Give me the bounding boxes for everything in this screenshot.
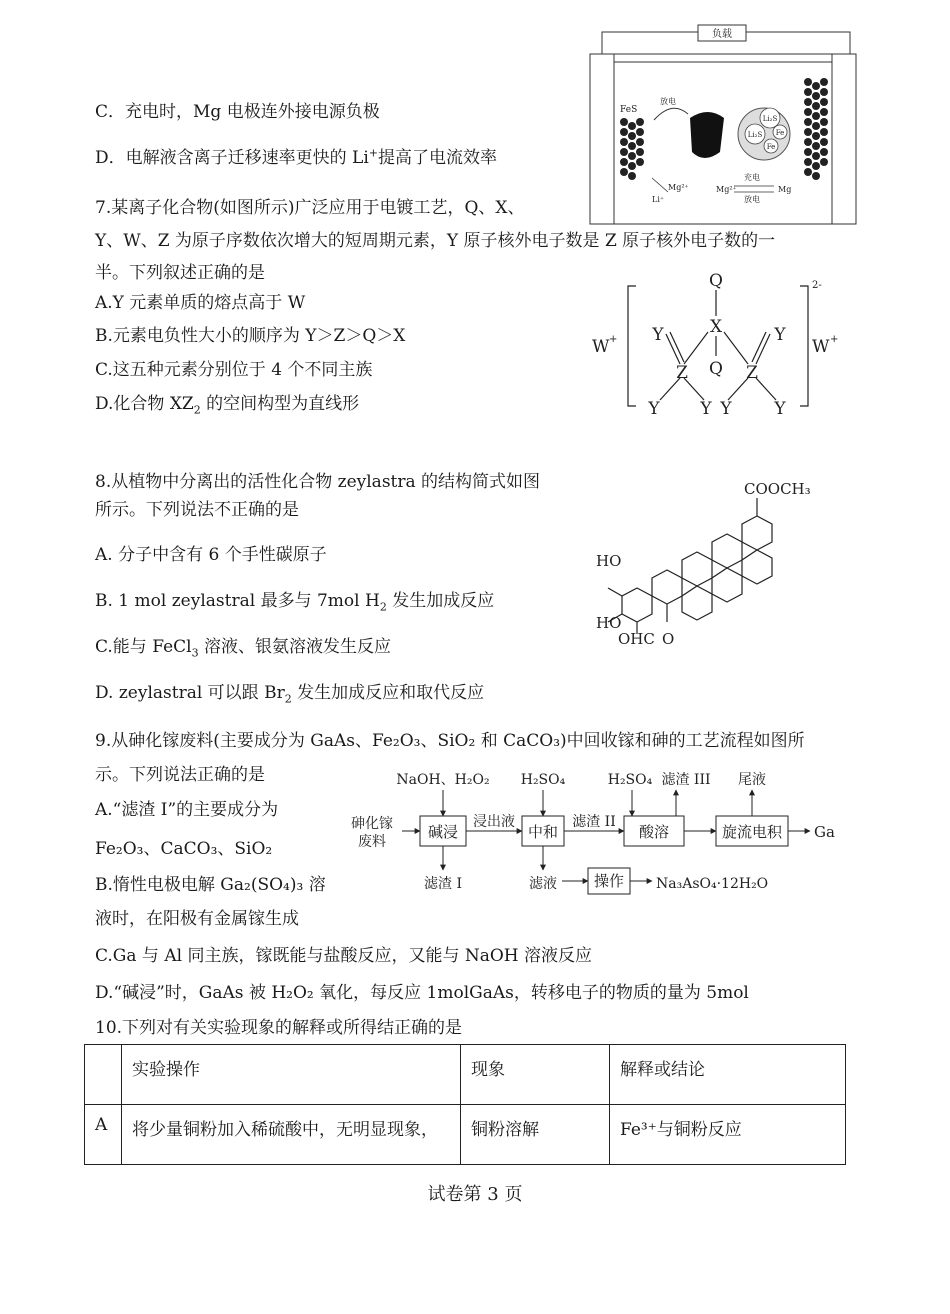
q6-option-c: C．充电时，Mg 电极连外接电源负极	[95, 102, 380, 122]
load-label: 负载	[712, 29, 732, 40]
svg-text:W: W	[592, 337, 610, 357]
svg-text:滤渣 I: 滤渣 I	[424, 876, 462, 892]
zeylastral-structure	[592, 476, 852, 656]
experiment-table	[84, 1044, 846, 1165]
q8-stem-2: 所示。下列说法不正确的是	[95, 500, 299, 520]
q7-option-b: B.元素电负性大小的顺序为 Y＞Z＞Q＞X	[95, 326, 406, 346]
svg-text:Y: Y	[700, 399, 712, 418]
svg-text:碱浸: 碱浸	[427, 823, 459, 841]
svg-text:Z: Z	[676, 363, 688, 383]
svg-text:Li₂S: Li₂S	[762, 115, 778, 123]
svg-text:Mg²⁺: Mg²⁺	[716, 185, 737, 194]
q8-option-a: A. 分子中含有 6 个手性碳原子	[95, 545, 327, 565]
svg-text:Y: Y	[774, 399, 786, 418]
svg-text:Q: Q	[709, 359, 723, 379]
svg-text:Li⁺: Li⁺	[652, 195, 665, 204]
q9-option-b-line2: 液时，在阳极有金属镓生成	[95, 909, 299, 929]
table-cell: 铜粉溶解	[461, 1105, 610, 1165]
svg-text:旋流电积: 旋流电积	[721, 823, 783, 841]
svg-text:+: +	[830, 334, 839, 345]
table-header-cell	[85, 1045, 122, 1105]
battery-diagram	[588, 22, 858, 226]
process-flowchart	[340, 766, 840, 906]
svg-text:Z: Z	[746, 363, 758, 383]
svg-text:Li₂S: Li₂S	[747, 131, 763, 139]
table-header-cell: 现象	[461, 1045, 610, 1105]
svg-text:NaOH、H₂O₂: NaOH、H₂O₂	[396, 772, 490, 788]
svg-text:Y: Y	[648, 399, 660, 418]
q9-stem-1: 9.从砷化镓废料(主要成分为 GaAs、Fe₂O₃、SiO₂ 和 CaCO₃)中回收镓和砷的工艺流程如图所	[95, 731, 805, 751]
svg-text:操作: 操作	[593, 872, 625, 890]
svg-text:X: X	[709, 317, 723, 337]
svg-text:浸出液: 浸出液	[473, 814, 515, 830]
svg-text:放电: 放电	[660, 97, 676, 106]
q9-stem-2: 示。下列说法正确的是	[95, 765, 265, 785]
q9-option-a-line2: Fe₂O₃、CaCO₃、SiO₂	[95, 839, 273, 859]
svg-text:尾液: 尾液	[738, 772, 766, 788]
table-cell: 将少量铜粉加入稀硫酸中，无明显现象，	[122, 1105, 461, 1165]
q7-stem-2: Y、W、Z 为原子序数依次增大的短周期元素，Y 原子核外电子数是 Z 原子核外电子数的一	[95, 231, 776, 251]
svg-text:COOCH₃: COOCH₃	[744, 480, 811, 498]
svg-text:Na₃AsO₄·12H₂O: Na₃AsO₄·12H₂O	[656, 876, 769, 892]
svg-text:Mg²⁺: Mg²⁺	[668, 183, 689, 192]
table-cell: A	[85, 1105, 122, 1165]
q7-stem-1: 7.某离子化合物(如图所示)广泛应用于电镀工艺，Q、X、	[95, 198, 525, 218]
svg-text:酸溶: 酸溶	[638, 823, 670, 841]
svg-text:Y: Y	[652, 325, 664, 345]
q8-option-b: B. 1 mol zeylastral 最多与 7mol $H_2$ 发生加成反应	[95, 591, 495, 614]
svg-text:Mg: Mg	[778, 185, 792, 194]
svg-text:充电: 充电	[744, 173, 760, 182]
q8-option-c: C.能与 FeCl$_3$ 溶液、银氨溶液发生反应	[95, 637, 391, 660]
svg-text:Ga: Ga	[814, 823, 835, 841]
q9-option-a-line1: A.“滤渣 I”的主要成分为	[95, 800, 279, 820]
svg-text:Fe: Fe	[766, 143, 776, 151]
svg-text:Y: Y	[774, 325, 786, 345]
svg-text:O: O	[662, 630, 675, 648]
q9-option-b-line1: B.惰性电极电解 Ga₂(SO₄)₃ 溶	[95, 875, 326, 895]
svg-text:2-: 2-	[812, 280, 822, 291]
q10-stem: 10.下列对有关实验现象的解释或所得结正确的是	[95, 1018, 463, 1038]
svg-text:滤渣 III: 滤渣 III	[661, 772, 711, 788]
svg-text:Q: Q	[709, 271, 723, 291]
table-header-cell: 解释或结论	[610, 1045, 846, 1105]
table-cell: Fe³⁺与铜粉反应	[610, 1105, 846, 1165]
q7-option-d: D.化合物 $XZ_2$ 的空间构型为直线形	[95, 394, 360, 417]
table-header-cell: 实验操作	[122, 1045, 461, 1105]
svg-text:OHC: OHC	[618, 630, 655, 648]
svg-text:滤渣 II: 滤渣 II	[572, 814, 616, 830]
q7-option-c: C.这五种元素分别位于 4 个不同主族	[95, 360, 373, 380]
svg-text:砷化镓: 砷化镓	[351, 816, 393, 832]
svg-text:HO: HO	[596, 614, 622, 632]
svg-text:FeS: FeS	[620, 105, 638, 115]
q8-stem-1: 8.从植物中分离出的活性化合物 zeylastra 的结构简式如图	[95, 472, 541, 492]
q8-option-d: D. zeylastral 可以跟 $Br_2$ 发生加成反应和取代反应	[95, 683, 485, 706]
svg-text:HO: HO	[596, 552, 622, 570]
svg-text:H₂SO₄: H₂SO₄	[607, 772, 653, 788]
q6-option-d: D．电解液含离子迁移速率更快的 Li+提高了电流效率	[95, 146, 497, 168]
ionic-compound-structure	[588, 268, 848, 418]
q7-option-a: A.Y 元素单质的熔点高于 W	[95, 293, 306, 313]
svg-text:W: W	[812, 337, 830, 357]
svg-text:+: +	[609, 334, 618, 345]
svg-text:Y: Y	[720, 399, 732, 418]
table-row	[85, 1105, 846, 1165]
svg-text:中和: 中和	[527, 823, 559, 841]
q9-option-d: D.“碱浸”时，GaAs 被 H₂O₂ 氧化，每反应 1molGaAs，转移电子的物质的量为 5mol	[95, 983, 749, 1003]
svg-text:废料: 废料	[358, 834, 386, 850]
svg-text:H₂SO₄: H₂SO₄	[520, 772, 566, 788]
table-header-row	[85, 1045, 846, 1105]
svg-text:放电: 放电	[744, 195, 760, 204]
page-footer: 试卷第 3 页	[427, 1184, 523, 1205]
q7-stem-3: 半。下列叙述正确的是	[95, 263, 265, 283]
svg-text:Fe: Fe	[775, 129, 785, 137]
q9-option-c: C.Ga 与 Al 同主族，镓既能与盐酸反应，又能与 NaOH 溶液反应	[95, 946, 593, 966]
svg-text:滤液: 滤液	[529, 876, 557, 892]
